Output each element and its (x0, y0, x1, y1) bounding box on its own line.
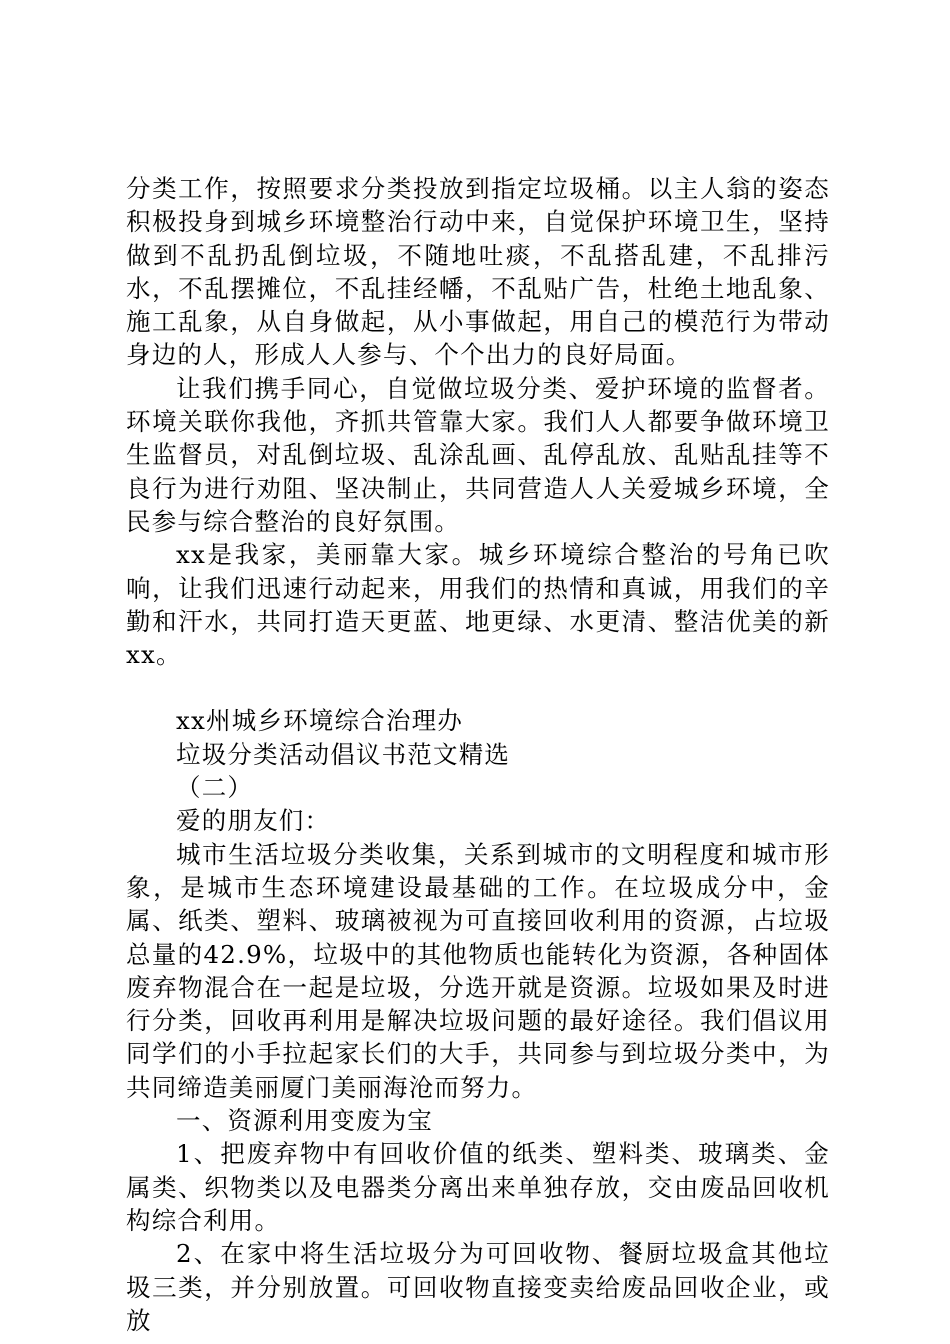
paragraph: xx是我家，美丽靠大家。城乡环境综合整治的号角已吹响，让我们迅速行动起来，用我们的热情和真诚，用我们的辛勤和汗水，共同打造天更蓝、地更绿、水更清、整洁优美的新xx。 (126, 540, 830, 670)
signature-line: xx州城乡环境综合治理办 (176, 706, 464, 736)
document-body (126, 172, 830, 1337)
list-item: 2、在家中将生活垃圾分为可回收物、餐厨垃圾盒其他垃圾三类，并分别放置。可回收物直接变卖给废品回收企业，或放 (126, 1239, 830, 1335)
paragraph: 城市生活垃圾分类收集，关系到城市的文明程度和城市形象，是城市生态环境建设最基础的工作。在垃圾成分中，金属、纸类、塑料、玻璃被视为可直接回收利用的资源，占垃圾总量的42.9%，垃圾中的其他物质也能转化为资源，各种固体废弃物混合在一起是垃圾，分选开就是资源。垃圾如果及时进行分类，回收再利用是解决垃圾问题的最好途径。我们倡议用同学们的小手拉起家长们的大手，共同参与到垃圾分类中，为共同缔造美丽厦门美丽海沧而努力。 (126, 839, 830, 1102)
section-number: （二） (176, 773, 254, 803)
paragraph: 分类工作，按照要求分类投放到指定垃圾桶。以主人翁的姿态积极投身到城乡环境整治行动中来，自觉保护环境卫生，坚持做到不乱扔乱倒垃圾，不随地吐痰，不乱搭乱建，不乱排污水，不乱摆摊位，不乱挂经幡，不乱贴广告，杜绝土地乱象、施工乱象，从自身做起，从小事做起，用自己的模范行为带动身边的人，形成人人参与、个个出力的良好局面。 (126, 174, 830, 370)
section-title: 垃圾分类活动倡议书范文精选 (176, 739, 511, 769)
list-item: 1、把废弃物中有回收价值的纸类、塑料类、玻璃类、金属类、织物类以及电器类分离出来单独存放，交由废品回收机构综合利用。 (126, 1139, 830, 1235)
salutation: 爱的朋友们： (176, 806, 331, 836)
paragraph: 让我们携手同心，自觉做垃圾分类、爱护环境的监督者。环境关联你我他，齐抓共管靠大家。我们人人都要争做环境卫生监督员，对乱倒垃圾、乱涂乱画、乱停乱放、乱贴乱挂等不良行为进行劝阻、坚决制止，共同营造人人关爱城乡环境，全民参与综合整治的良好氛围。 (126, 373, 830, 536)
heading: 一、资源利用变废为宝 (176, 1106, 433, 1136)
blank-line (126, 671, 830, 704)
